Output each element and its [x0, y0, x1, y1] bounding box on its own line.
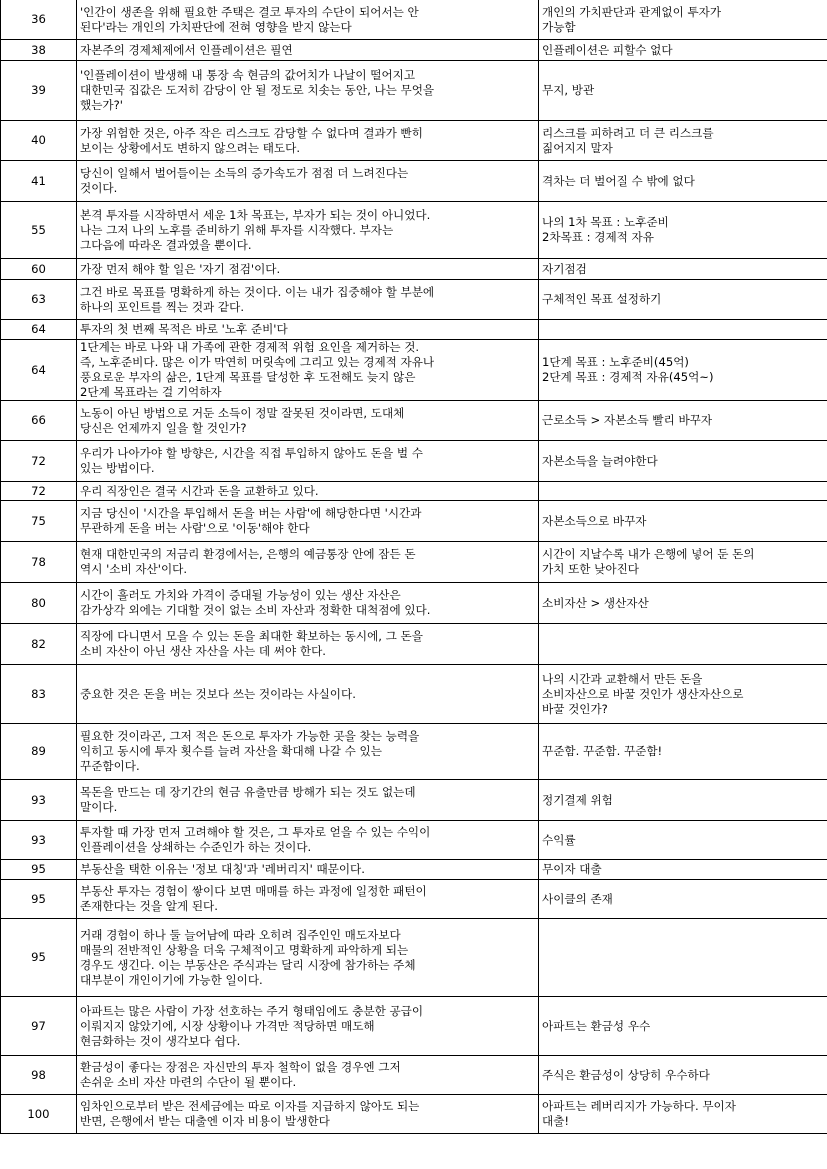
quote-cell: [77, 1095, 539, 1134]
quote-line: 현재 대한민국의 저금리 환경에서는, 은행의 예금통장 안에 잠든 돈: [80, 547, 416, 561]
table-row: [1, 880, 827, 919]
quote-line: 필요한 것이라곤, 그저 적은 돈으로 투자가 가능한 곳을 찾는 능력을: [80, 729, 420, 743]
quote-line: 우리가 나아가야 할 방향은, 시간을 직접 투입하지 않아도 돈을 벌 수: [80, 446, 423, 460]
note-cell: [539, 665, 827, 724]
quote-line: 환금성이 좋다는 장점은 자신만의 투자 철학이 없을 경우엔 그저: [80, 1060, 401, 1074]
table-row: [1, 919, 827, 997]
quote-line: 익히고 동시에 투자 횟수를 늘려 자산을 확대해 나갈 수 있는: [80, 744, 382, 758]
page-number-cell: 78: [1, 542, 77, 583]
page-number-cell: 72: [1, 482, 77, 501]
quote-cell: [77, 665, 539, 724]
quote-line: 우리 직장인은 결국 시간과 돈을 교환하고 있다.: [80, 483, 319, 498]
note-cell: [539, 1056, 827, 1095]
table-row: [1, 280, 827, 320]
page-number-cell: 89: [1, 724, 77, 780]
quote-line: 감가상각 외에는 기대할 것이 없는 소비 자산과 정확한 대척점에 있다.: [80, 603, 431, 617]
quote-line: 부동산 투자는 경험이 쌓이다 보면 매매를 하는 과정에 일정한 패턴이: [80, 884, 427, 898]
page-number-cell: 95: [1, 860, 77, 880]
page-number-cell: 72: [1, 441, 77, 482]
quote-line: 아파트는 많은 사람이 가장 선호하는 주거 형태임에도 충분한 공급이: [80, 1003, 424, 1018]
quote-line: 역시 '소비 자산'이다.: [80, 562, 188, 576]
note-cell: [539, 821, 827, 860]
note-line: 무이자 대출: [542, 862, 602, 876]
quote-cell: [77, 320, 539, 340]
quote-cell: [77, 780, 539, 821]
quote-cell: [77, 441, 539, 482]
table-row: [1, 259, 827, 280]
note-line: 근로소득 > 자본소득 빨리 바꾸자: [542, 413, 713, 427]
page-number-cell: 93: [1, 780, 77, 821]
note-cell: [539, 0, 827, 40]
note-line: 바꿀 것인가?: [542, 701, 608, 716]
note-line: 2단계 목표 : 경제적 자유(45억~): [542, 370, 714, 384]
note-line: 자본소득으로 바꾸자: [542, 513, 647, 528]
quote-line: 있는 방법이다.: [80, 461, 155, 475]
table-row: [1, 1056, 827, 1095]
table-row: [1, 821, 827, 860]
note-cell: [539, 280, 827, 320]
table-row: [1, 482, 827, 501]
quote-cell: [77, 280, 539, 320]
note-line: 나의 시간과 교환해서 만든 돈을: [542, 671, 703, 686]
note-cell: [539, 624, 827, 665]
quote-line: 시간이 흘러도 가치와 가격이 증대될 가능성이 있는 생산 자산은: [80, 588, 401, 602]
note-cell: [539, 401, 827, 441]
page-number-cell: 55: [1, 202, 77, 259]
page-number-cell: 36: [1, 0, 77, 40]
quote-line: 이뤄지지 않았기에, 시장 상황이나 가격만 적당하면 매도해: [80, 1018, 375, 1033]
page-number-cell: 98: [1, 1056, 77, 1095]
quote-line: 매물의 전반적인 상황을 더욱 구체적이고 명확하게 파악하게 되는: [80, 942, 409, 957]
notes-table-body: [1, 0, 827, 1134]
quote-line: 당신이 일해서 벌어들이는 소득의 증가속도가 점점 더 느려진다는: [80, 166, 409, 180]
table-row: [1, 340, 827, 401]
note-cell: [539, 780, 827, 821]
table-row: [1, 202, 827, 259]
quote-line: 나는 그저 나의 노후를 준비하기 위해 투자를 시작했다. 부자는: [80, 222, 394, 237]
table-row: [1, 1095, 827, 1134]
table-row: [1, 583, 827, 624]
quote-line: 부동산을 택한 이유는 '정보 대칭'과 '레버리지' 때문이다.: [80, 862, 365, 876]
table-row: [1, 121, 827, 161]
quote-line: 것이다.: [80, 181, 118, 195]
quote-line: 2단계 목표라는 걸 기억하자: [80, 385, 222, 399]
quote-cell: [77, 860, 539, 880]
note-line: 개인의 가치판단과 관계없이 투자가: [542, 4, 722, 19]
note-cell: [539, 259, 827, 280]
table-row: [1, 997, 827, 1056]
quote-line: 무관하게 돈을 버는 사람'으로 '이동'해야 한다: [80, 521, 310, 535]
note-line: 2차목표 : 경제적 자유: [542, 230, 654, 244]
quote-line: 목돈을 만드는 데 장기간의 현금 유출만큼 방해가 되는 것도 없는데: [80, 785, 416, 799]
quote-line: 경우도 생긴다. 이는 부동산은 주식과는 달리 시장에 참가하는 주체: [80, 957, 416, 972]
note-line: 자기점검: [542, 261, 587, 276]
table-row: [1, 665, 827, 724]
note-line: 소비자산으로 바꿀 것인가 생산자산으로: [542, 686, 744, 701]
table-row: [1, 441, 827, 482]
note-cell: [539, 542, 827, 583]
quote-line: 그다음에 따라온 결과였을 뿐이다.: [80, 237, 252, 252]
quote-line: 지금 당신이 '시간을 투입해서 돈을 버는 사람'에 해당한다면 '시간과: [80, 506, 422, 520]
quote-line: 손쉬운 소비 자산 마련의 수단이 될 뿐이다.: [80, 1075, 297, 1089]
table-row: [1, 501, 827, 542]
quote-line: 자본주의 경제체제에서 인플레이션은 필연: [80, 42, 293, 57]
quote-line: 말이다.: [80, 800, 118, 814]
page-number-cell: 38: [1, 40, 77, 61]
note-line: 구체적인 목표 설정하기: [542, 292, 662, 306]
table-row: [1, 724, 827, 780]
quote-line: 꾸준함이다.: [80, 759, 140, 773]
quote-line: 직장에 다니면서 모을 수 있는 돈을 최대한 확보하는 동시에, 그 돈을: [80, 629, 423, 643]
quote-line: 존재한다는 것을 알게 된다.: [80, 899, 218, 913]
note-line: 소비자산 > 생산자산: [542, 595, 649, 610]
quote-line: 인플레이션을 상쇄하는 수준인가 하는 것이다.: [80, 840, 312, 854]
note-line: 꾸준함. 꾸준함. 꾸준함!: [542, 744, 663, 758]
quote-line: 그건 바로 목표를 명확하게 하는 것이다. 이는 내가 집중해야 할 부분에: [80, 284, 435, 299]
note-cell: [539, 161, 827, 202]
quote-cell: [77, 482, 539, 501]
quote-cell: [77, 724, 539, 780]
quote-cell: [77, 259, 539, 280]
quote-cell: [77, 821, 539, 860]
note-line: 사이클의 존재: [542, 891, 613, 906]
quote-line: 가장 위험한 것은, 아주 작은 리스크도 감당할 수 없다며 결과가 빤히: [80, 125, 423, 140]
quote-line: 거래 경험이 하나 둘 늘어남에 따라 오히려 집주인인 매도자보다: [80, 927, 401, 942]
quote-line: 보이는 상황에서도 변하지 않으려는 태도다.: [80, 140, 301, 155]
note-cell: [539, 61, 827, 121]
note-line: 대출!: [542, 1114, 570, 1128]
note-line: 아파트는 환금성 우수: [542, 1018, 651, 1033]
quote-line: 1단계는 바로 나와 내 가족에 관한 경제적 위험 요인을 제거하는 것.: [80, 340, 420, 354]
note-line: 짊어지지 말자: [542, 140, 613, 155]
table-row: [1, 780, 827, 821]
note-line: 가치 또한 낮아진다: [542, 562, 639, 576]
quote-line: 노동이 아닌 방법으로 거둔 소득이 정말 잘못된 것이라면, 도대체: [80, 405, 405, 420]
table-row: [1, 624, 827, 665]
note-line: 주식은 환금성이 상당히 우수하다: [542, 1067, 710, 1082]
quote-cell: [77, 61, 539, 121]
table-row: [1, 320, 827, 340]
quote-cell: [77, 0, 539, 40]
page-number-cell: 75: [1, 501, 77, 542]
quote-line: 투자의 첫 번째 목적은 바로 '노후 준비'다: [80, 322, 288, 336]
note-line: 아파트는 레버리지가 가능하다. 무이자: [542, 1099, 736, 1113]
quote-cell: [77, 583, 539, 624]
note-line: 1단계 목표 : 노후준비(45억): [542, 355, 689, 369]
note-cell: [539, 320, 827, 340]
quote-line: 중요한 것은 돈을 버는 것보다 쓰는 것이라는 사실이다.: [80, 686, 356, 701]
page-number-cell: 64: [1, 320, 77, 340]
quote-cell: [77, 501, 539, 542]
table-row: [1, 0, 827, 40]
quote-line: 현금화하는 것이 생각보다 쉽다.: [80, 1033, 241, 1048]
table-row: [1, 61, 827, 121]
quote-line: 풍요로운 부자의 삶은, 1단계 목표를 달성한 후 도전해도 늦지 않은: [80, 370, 416, 384]
note-line: 리스크를 피하려고 더 큰 리스크를: [542, 125, 714, 140]
quote-cell: [77, 40, 539, 61]
note-cell: [539, 880, 827, 919]
page-number-cell: 63: [1, 280, 77, 320]
note-line: 정기결제 위험: [542, 792, 613, 807]
page-number-cell: 40: [1, 121, 77, 161]
note-cell: [539, 501, 827, 542]
page-number-cell: 82: [1, 624, 77, 665]
quote-line: 하나의 포인트를 찍는 것과 같다.: [80, 299, 245, 314]
page-number-cell: 97: [1, 997, 77, 1056]
quote-line: 당신은 언제까지 일을 할 것인가?: [80, 420, 247, 435]
note-cell: [539, 121, 827, 161]
quote-cell: [77, 919, 539, 997]
note-cell: [539, 724, 827, 780]
note-line: 나의 1차 목표 : 노후준비: [542, 215, 669, 229]
page-number-cell: 93: [1, 821, 77, 860]
table-row: [1, 161, 827, 202]
note-cell: [539, 40, 827, 61]
table-row: [1, 860, 827, 880]
table-row: [1, 401, 827, 441]
note-line: 자본소득을 늘려야한다: [542, 453, 658, 468]
quote-line: 했는가?': [80, 98, 123, 112]
note-cell: [539, 997, 827, 1056]
quote-line: 된다'라는 개인의 가치판단에 전혀 영향을 받지 않는다: [80, 19, 352, 34]
quote-cell: [77, 340, 539, 401]
page-number-cell: 80: [1, 583, 77, 624]
page-number-cell: 41: [1, 161, 77, 202]
page-number-cell: 95: [1, 880, 77, 919]
page-number-cell: 64: [1, 340, 77, 401]
note-cell: [539, 441, 827, 482]
table-row: [1, 542, 827, 583]
quote-cell: [77, 401, 539, 441]
note-cell: [539, 1095, 827, 1134]
note-cell: [539, 860, 827, 880]
quote-line: 반면, 은행에서 받는 대출엔 이자 비용이 발생한다: [80, 1114, 330, 1128]
note-line: 가능함: [542, 19, 576, 34]
page-number-cell: 39: [1, 61, 77, 121]
note-cell: [539, 919, 827, 997]
note-cell: [539, 340, 827, 401]
quote-cell: [77, 1056, 539, 1095]
page-number-cell: 66: [1, 401, 77, 441]
note-line: 인플레이션은 피할수 없다: [542, 42, 673, 57]
note-line: 수익률: [542, 832, 576, 847]
table-row: [1, 40, 827, 61]
page-number-cell: 95: [1, 919, 77, 997]
quote-line: 본격 투자를 시작하면서 세운 1차 목표는, 부자가 되는 것이 아니었다.: [80, 207, 431, 222]
note-line: 무지, 방관: [542, 83, 595, 97]
quote-line: 대한민국 집값은 도저히 감당이 안 될 정도로 치솟는 동안, 나는 무엇을: [80, 83, 435, 97]
page-number-cell: 83: [1, 665, 77, 724]
page-number-cell: 100: [1, 1095, 77, 1134]
quote-cell: [77, 624, 539, 665]
quote-cell: [77, 202, 539, 259]
quote-line: 가장 먼저 해야 할 일은 '자기 점검'이다.: [80, 261, 281, 276]
quote-line: 즉, 노후준비다. 많은 이가 막연히 머릿속에 그리고 있는 경제적 자유나: [80, 355, 435, 369]
quote-line: '인플레이션이 발생해 내 통장 속 현금의 값어치가 나날이 떨어지고: [80, 68, 416, 82]
quote-line: 소비 자산이 아닌 생산 자산을 사는 데 써야 한다.: [80, 644, 326, 658]
note-cell: [539, 202, 827, 259]
quote-line: 투자할 때 가장 먼저 고려해야 할 것은, 그 투자로 얻을 수 있는 수익이: [80, 825, 431, 839]
note-line: 격차는 더 벌어질 수 밖에 없다: [542, 173, 695, 188]
note-cell: [539, 583, 827, 624]
quote-line: '인간이 생존을 위해 필요한 주택은 결코 투자의 수단이 되어서는 안: [80, 4, 419, 19]
page-number-cell: 60: [1, 259, 77, 280]
quote-line: 임차인으로부터 받은 전세금에는 따로 이자를 지급하지 않아도 되는: [80, 1099, 420, 1113]
note-line: 시간이 지날수록 내가 은행에 넣어 둔 돈의: [542, 547, 755, 561]
note-cell: [539, 482, 827, 501]
quote-cell: [77, 997, 539, 1056]
quote-cell: [77, 880, 539, 919]
quote-cell: [77, 161, 539, 202]
quote-cell: [77, 121, 539, 161]
quote-line: 대부분이 개인이기에 가능한 일이다.: [80, 972, 263, 987]
quote-cell: [77, 542, 539, 583]
